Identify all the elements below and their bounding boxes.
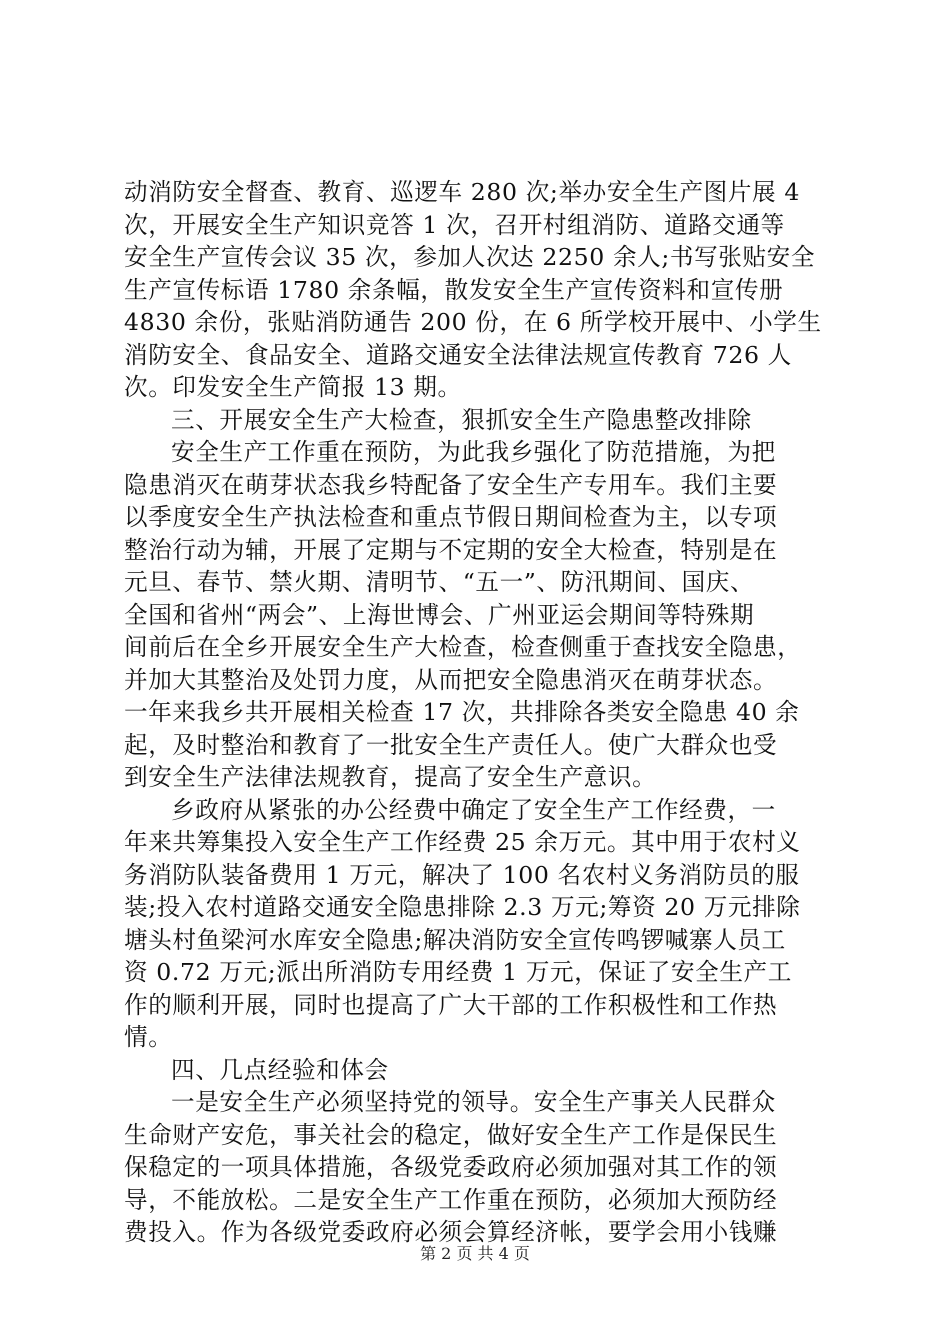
text-line: 到安全生产法律法规教育，提高了安全生产意识。 <box>124 763 657 791</box>
text-line: 以季度安全生产执法检查和重点节假日期间检查为主，以专项 <box>124 503 778 531</box>
text-line: 导，不能放松。二是安全生产工作重在预防，必须加大预防经 <box>124 1185 778 1214</box>
text-line: 务消防队装备费用 1 万元，解决了 100 名农村义务消防员的服 <box>124 860 800 889</box>
text-line: 起，及时整治和教育了一批安全生产责任人。使广大群众也受 <box>124 730 778 759</box>
text-line: 安全生产宣传会议 35 次，参加人次达 2250 余人;书写张贴安全 <box>124 243 816 271</box>
text-line: 整治行动为辅，开展了定期与不定期的安全大检查，特别是在 <box>124 535 778 564</box>
paragraph-start: 安全生产工作重在预防，为此我乡强化了防范措施，为把 <box>171 438 776 466</box>
text-line: 年来共筹集投入安全生产工作经费 25 余万元。其中用于农村义 <box>124 828 801 856</box>
section-heading: 三、开展安全生产大检查，狠抓安全生产隐患整改排除 <box>171 405 752 434</box>
text-line: 资 0.72 万元;派出所消防专用经费 1 万元，保证了安全生产工 <box>124 958 792 986</box>
text-line: 作的顺利开展，同时也提高了广大干部的工作积极性和工作热 <box>124 990 778 1019</box>
paragraph-start: 一是安全生产必须坚持党的领导。安全生产事关人民群众 <box>171 1088 776 1116</box>
text-line: 次。印发安全生产简报 13 期。 <box>124 373 462 401</box>
text-line: 隐患消灭在萌芽状态我乡特配备了安全生产专用车。我们主要 <box>124 470 778 499</box>
text-line: 生命财产安危，事关社会的稳定，做好安全生产工作是保民生 <box>124 1120 778 1149</box>
paragraph-start: 乡政府从紧张的办公经费中确定了安全生产工作经费，一 <box>171 795 776 824</box>
text-line: 塘头村鱼梁河水库安全隐患;解决消防安全宣传鸣锣喊寨人员工 <box>124 925 786 954</box>
section-heading: 四、几点经验和体会 <box>171 1055 389 1084</box>
text-line: 4830 余份，张贴消防通告 200 份，在 6 所学校开展中、小学生 <box>124 308 822 336</box>
text-line: 费投入。作为各级党委政府必须会算经济帐，要学会用小钱赚 <box>124 1218 778 1246</box>
text-line: 并加大其整治及处罚力度，从而把安全隐患消灭在萌芽状态。 <box>124 665 778 694</box>
text-line: 动消防安全督查、教育、巡逻车 280 次;举办安全生产图片展 4 <box>124 178 800 206</box>
document-body <box>124 176 836 1249</box>
text-line: 全国和省州“两会”、上海世博会、广州亚运会期间等特殊期 <box>124 600 755 629</box>
text-line: 情。 <box>124 1023 173 1051</box>
page-footer <box>0 1244 950 1264</box>
text-line: 次，开展安全生产知识竞答 1 次，召开村组消防、道路交通等 <box>124 210 785 239</box>
page-number: 第 2 页 共 4 页 <box>420 1244 530 1263</box>
text-line: 元旦、春节、禁火期、清明节、“五一”、防汛期间、国庆、 <box>124 568 755 596</box>
text-line: 消防安全、食品安全、道路交通安全法律法规宣传教育 726 人 <box>124 340 792 369</box>
text-line: 一年来我乡共开展相关检查 17 次，共排除各类安全隐患 40 余 <box>124 698 800 726</box>
text-line: 生产宣传标语 1780 余条幅，散发安全生产宣传资料和宣传册 <box>124 275 784 304</box>
text-line: 间前后在全乡开展安全生产大检查，检查侧重于查找安全隐患， <box>124 633 802 661</box>
text-line: 装;投入农村道路交通安全隐患排除 2.3 万元;筹资 20 万元排除 <box>124 893 801 921</box>
text-line: 保稳定的一项具体措施，各级党委政府必须加强对其工作的领 <box>124 1153 778 1181</box>
